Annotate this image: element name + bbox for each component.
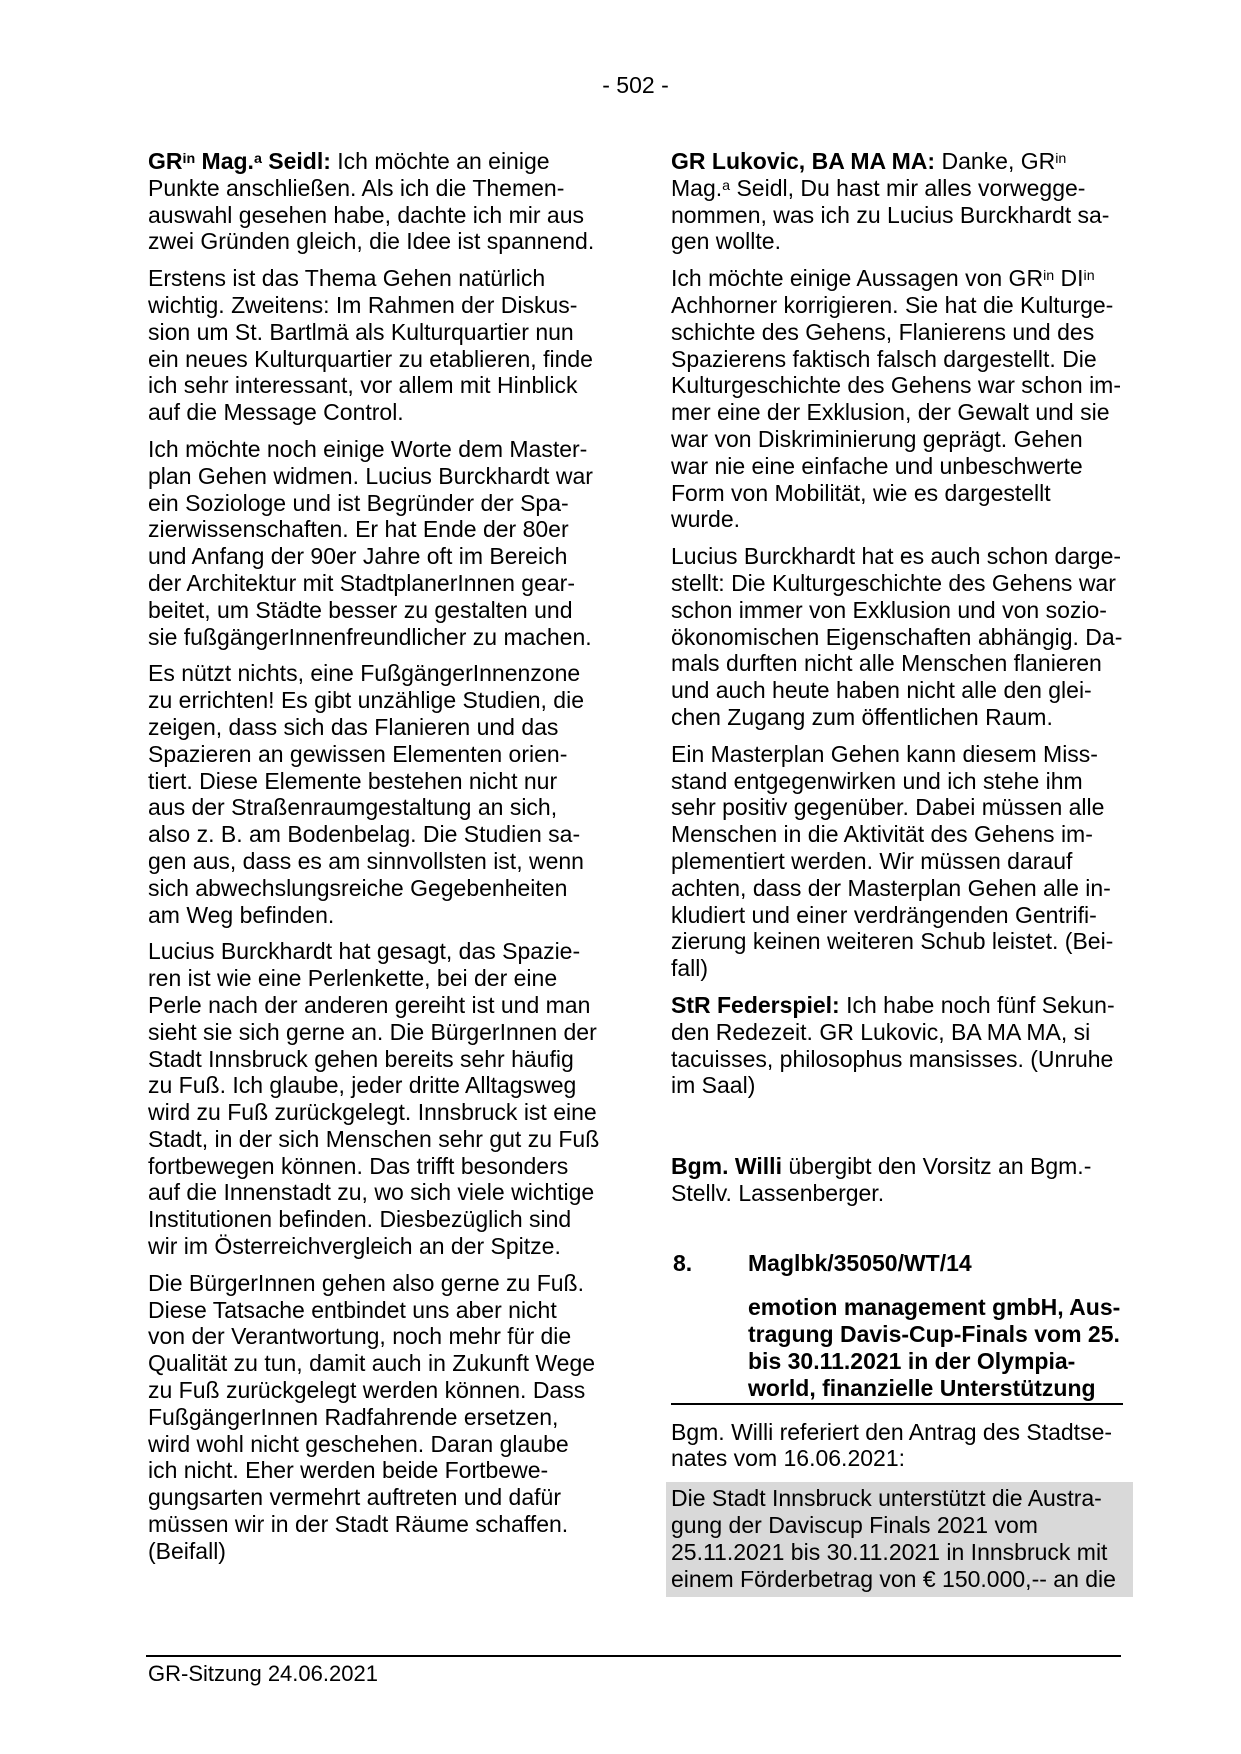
text-line: Form von Mobilität, wie es dargestellt: [671, 479, 1051, 506]
text-line: am Weg befinden.: [148, 901, 335, 928]
text-line: Spazierens faktisch falsch dargestellt. Die: [671, 345, 1097, 372]
text-line: auswahl gesehen habe, dachte ich mir aus: [148, 201, 585, 228]
text-line: gung der Daviscup Finals 2021 vom: [671, 1512, 1038, 1539]
text-line: den Redezeit. GR Lukovic, BA MA MA, si: [671, 1018, 1091, 1045]
text-line: schon immer von Exklusion und von sozio-: [671, 596, 1107, 623]
text-line: nates vom 16.06.2021:: [671, 1445, 905, 1472]
page-number: - 502 -: [602, 72, 669, 98]
text-line: kludiert und einer verdrängenden Gentrifi-: [671, 901, 1097, 928]
text-line: Achhorner korrigieren. Sie hat die Kulturge-: [671, 291, 1114, 318]
text-line: FußgängerInnen Radfahrende ersetzen,: [148, 1403, 559, 1430]
left-column: [148, 148, 610, 1575]
text-line: tacuisses, philosophus mansisses. (Unruhe: [671, 1045, 1114, 1072]
text-line: Die Stadt Innsbruck unterstützt die Austra-: [671, 1485, 1102, 1512]
speech-paragraph-lukovic-2: [671, 265, 1136, 533]
text-line: chen Zugang zum öffentlichen Raum.: [671, 703, 1053, 730]
speech-paragraph-seidl-2: [148, 265, 610, 426]
text-line: tiert. Diese Elemente bestehen nicht nur: [148, 767, 558, 794]
text-line: Mag.$^a$ Seidl, Du hast mir alles vorwegge-: [671, 174, 1086, 201]
text-line: Ich möchte einige Aussagen von $GR^{in}$ $DI^{in}$: [671, 265, 1095, 292]
text-line: mals durften nicht alle Menschen flanieren: [671, 650, 1102, 677]
speech-paragraph-seidl-1: [148, 148, 610, 255]
text-line: world, finanzielle Unterstützung: [748, 1374, 1096, 1401]
motion-intro-paragraph: [671, 1419, 1136, 1473]
text-line: aus der Straßenraumgestaltung an sich,: [148, 794, 558, 821]
text-line: Stadt Innsbruck gehen bereits sehr häufig: [148, 1045, 574, 1072]
text-line: gen wollte.: [671, 228, 781, 255]
text-line: zu errichten! Es gibt unzählige Studien, die: [148, 687, 584, 714]
text-line: tragung Davis-Cup-Finals vom 25.: [748, 1321, 1120, 1348]
text-line: war von Diskriminierung geprägt. Gehen: [671, 425, 1083, 452]
text-line: mer eine der Exklusion, der Gewalt und sie: [671, 399, 1110, 426]
text-line: ein neues Kulturquartier zu etablieren, finde: [148, 345, 593, 372]
text-line: fall): [671, 955, 709, 982]
text-line: beitet, um Städte besser zu gestalten und: [148, 596, 573, 623]
text-line: Die BürgerInnen gehen also gerne zu Fuß.: [148, 1269, 584, 1296]
text-line: wir im Österreichvergleich an der Spitze.: [148, 1233, 561, 1260]
text-line: der Architektur mit StadtplanerInnen gear-: [148, 569, 576, 596]
speech-paragraph-seidl-5: [148, 938, 610, 1260]
text-line: sehr positiv gegenüber. Dabei müssen alle: [671, 794, 1105, 821]
text-line: wurde.: [671, 506, 741, 533]
agenda-item-8: [671, 1250, 1123, 1405]
text-line: Lucius Burckhardt hat es auch schon darge-: [671, 543, 1122, 570]
agenda-item-header: [671, 1250, 1123, 1277]
text-line: fortbewegen können. Das trifft besonders: [148, 1152, 569, 1179]
text-line: Ein Masterplan Gehen kann diesem Miss-: [671, 740, 1098, 767]
text-line: nommen, was ich zu Lucius Burckhardt sa-: [671, 201, 1110, 228]
text-line: plementiert werden. Wir müssen darauf: [671, 847, 1073, 874]
text-line: Erstens ist das Thema Gehen natürlich: [148, 265, 546, 292]
text-line: im Saal): [671, 1072, 756, 1099]
text-line: Menschen in die Aktivität des Gehens im-: [671, 821, 1093, 848]
text-line: und Anfang der 90er Jahre oft im Bereich: [148, 543, 568, 570]
speech-paragraph-seidl-3: [148, 436, 610, 650]
text-line: bis 30.11.2021 in der Olympia-: [748, 1348, 1076, 1375]
text-line: (Beifall): [148, 1537, 226, 1564]
text-line: Spazieren an gewissen Elementen orien-: [148, 740, 568, 767]
agenda-item-reference: Maglbk/35050/WT/14: [748, 1249, 972, 1276]
text-line: ökonomischen Eigenschaften abhängig. Da-: [671, 623, 1123, 650]
text-line: StR Federspiel: Ich habe noch fünf Sekun-: [671, 991, 1115, 1018]
speech-paragraph-lukovic-4: [671, 741, 1136, 982]
text-line: sich abwechslungsreiche Gegebenheiten: [148, 874, 568, 901]
text-line: wichtig. Zweitens: Im Rahmen der Diskus-: [148, 291, 578, 318]
text-line: Bgm. Willi referiert den Antrag des Stadtse-: [671, 1418, 1113, 1445]
text-line: Stellv. Lassenberger.: [671, 1179, 885, 1206]
text-line: zeigen, dass sich das Flanieren und das: [148, 713, 559, 740]
text-line: achten, dass der Masterplan Gehen alle in-: [671, 874, 1111, 901]
text-line: 25.11.2021 bis 30.11.2021 in Innsbruck mit: [671, 1538, 1108, 1565]
text-line: Diese Tatsache entbindet uns aber nicht: [148, 1296, 557, 1323]
right-column: [671, 148, 1136, 1597]
text-line: müssen wir in der Stadt Räume schaffen.: [148, 1511, 569, 1538]
text-line: auf die Message Control.: [148, 399, 404, 426]
text-line: zu Fuß zurückgelegt werden können. Dass: [148, 1377, 586, 1404]
text-line: sion um St. Bartlmä als Kulturquartier nun: [148, 318, 574, 345]
text-line: von der Verantwortung, noch mehr für die: [148, 1323, 572, 1350]
agenda-item-number: 8.: [673, 1249, 693, 1276]
agenda-item-title: [748, 1294, 1123, 1401]
motion-highlighted-text: [666, 1482, 1133, 1597]
text-line: Punkte anschließen. Als ich die Themen-: [148, 174, 565, 201]
text-line: zierwissenschaften. Er hat Ende der 80er: [148, 516, 569, 543]
speech-paragraph-seidl-4: [148, 660, 610, 928]
text-line: Kulturgeschichte des Gehens war schon im-: [671, 372, 1121, 399]
text-line: schichte des Gehens, Flanierens und des: [671, 318, 1095, 345]
text-line: $GR^{in}$ Mag.$^a$ Seidl: Ich möchte an einige: [148, 148, 550, 174]
text-line: plan Gehen widmen. Lucius Burckhardt war: [148, 462, 593, 489]
speech-paragraph-federspiel: [671, 992, 1136, 1099]
chair-handover-note: [671, 1153, 1136, 1207]
text-line: Bgm. Willi übergibt den Vorsitz an Bgm.-: [671, 1153, 1092, 1180]
footer-divider: [146, 1655, 1121, 1657]
text-line: Qualität zu tun, damit auch in Zukunft Wege: [148, 1350, 596, 1377]
text-line: emotion management gmbH, Aus-: [748, 1294, 1121, 1321]
text-line: Stadt, in der sich Menschen sehr gut zu Fuß: [148, 1125, 600, 1152]
text-line: also z. B. am Bodenbelag. Die Studien sa-: [148, 821, 581, 848]
text-line: zu Fuß. Ich glaube, jeder dritte Alltagsweg: [148, 1072, 577, 1099]
text-line: gungsarten vermehrt auftreten und dafür: [148, 1484, 561, 1511]
text-line: ren ist wie eine Perlenkette, bei der eine: [148, 965, 558, 992]
text-line: stellt: Die Kulturgeschichte des Gehens war: [671, 569, 1116, 596]
text-line: ich nicht. Eher werden beide Fortbewe-: [148, 1457, 549, 1484]
text-line: auf die Innenstadt zu, wo sich viele wichtige: [148, 1179, 595, 1206]
speech-paragraph-lukovic-3: [671, 543, 1136, 731]
text-line: und auch heute haben nicht alle den glei-: [671, 677, 1092, 704]
text-line: Es nützt nichts, eine FußgängerInnenzone: [148, 660, 581, 687]
text-line: sieht sie sich gerne an. Die BürgerInnen der: [148, 1018, 597, 1045]
text-line: Institutionen befinden. Diesbezüglich sind: [148, 1206, 572, 1233]
text-line: Ich möchte noch einige Worte dem Master-: [148, 435, 588, 462]
text-line: gen aus, dass es am sinnvollsten ist, wenn: [148, 847, 584, 874]
text-line: GR Lukovic, BA MA MA: Danke, $GR^{in}$: [671, 148, 1067, 174]
text-line: Lucius Burckhardt hat gesagt, das Spazie-: [148, 938, 581, 965]
text-line: wird wohl nicht geschehen. Daran glaube: [148, 1430, 569, 1457]
text-line: ein Soziologe und ist Begründer der Spa-: [148, 489, 569, 516]
text-line: war nie eine einfache und unbeschwerte: [671, 452, 1083, 479]
text-line: Perle nach der anderen gereiht ist und man: [148, 991, 591, 1018]
text-line: einem Förderbetrag von € 150.000,-- an die: [671, 1565, 1116, 1592]
text-line: stand entgegenwirken und ich stehe ihm: [671, 767, 1083, 794]
text-line: sie fußgängerInnenfreundlicher zu machen.: [148, 623, 592, 650]
text-line: wird zu Fuß zurückgelegt. Innsbruck ist eine: [148, 1099, 597, 1126]
speech-paragraph-seidl-6: [148, 1270, 610, 1565]
speech-paragraph-lukovic-1: [671, 148, 1136, 255]
text-line: zierung keinen weiteren Schub leistet. (Bei-: [671, 928, 1114, 955]
text-line: ich sehr interessant, vor allem mit Hinblick: [148, 372, 578, 399]
text-line: zwei Gründen gleich, die Idee ist spannend.: [148, 228, 595, 255]
footer-text: GR-Sitzung 24.06.2021: [148, 1661, 378, 1686]
